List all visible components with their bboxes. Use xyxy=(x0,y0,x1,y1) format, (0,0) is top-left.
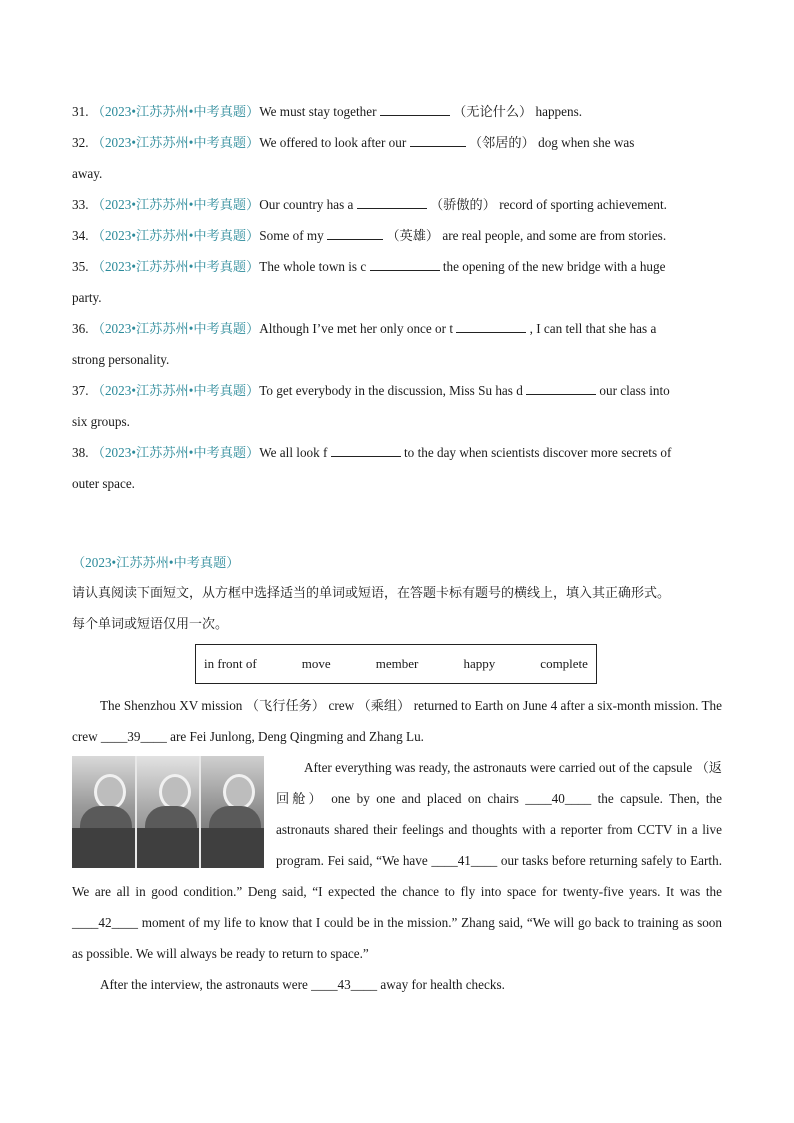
question-text-after: the opening of the new bridge with a huge xyxy=(442,259,666,274)
word-bank-box xyxy=(195,644,597,684)
question-text-before: We must stay together xyxy=(259,104,377,119)
section-source: （2023•江苏苏州•中考真题） xyxy=(72,555,240,570)
question-number: 32. xyxy=(72,135,89,150)
astronaut-image-2 xyxy=(137,756,200,868)
question-text-after: are real people, and some are from stories. xyxy=(442,228,667,243)
question-text-continued: outer space. xyxy=(72,476,135,491)
question-text-before: Although I’ve met her only once or t xyxy=(259,321,453,336)
question-number: 35. xyxy=(72,259,89,274)
question-source: （2023•江苏苏州•中考真题） xyxy=(91,104,260,119)
question-source: （2023•江苏苏州•中考真题） xyxy=(91,383,260,398)
answer-blank[interactable] xyxy=(370,258,440,271)
question-text-after: record of sporting achievement. xyxy=(499,197,667,212)
question-number: 34. xyxy=(72,228,89,243)
word-bank-item: member xyxy=(375,656,419,671)
passage-with-photo xyxy=(72,752,722,969)
question-number: 38. xyxy=(72,445,89,460)
question-source: （2023•江苏苏州•中考真题） xyxy=(91,135,260,150)
question-text-continued: away. xyxy=(72,166,103,181)
answer-blank[interactable] xyxy=(331,444,401,457)
question-hint: （骄傲的） xyxy=(429,197,496,212)
word-bank-item: complete xyxy=(540,656,588,671)
question-text-after: our class into xyxy=(599,383,670,398)
question-hint: （无论什么） xyxy=(453,104,533,119)
passage-paragraph-3: After the interview, the astronauts were ____43____ away for health checks. xyxy=(100,977,505,992)
answer-blank[interactable] xyxy=(380,103,450,116)
question-number: 33. xyxy=(72,197,89,212)
question-list xyxy=(72,96,722,499)
word-bank-item: in front of xyxy=(204,656,257,671)
passage-paragraph-2: After everything was ready, the astronauts were carried out of the capsule （返回舱） one by one and placed on chairs ____40____ the capsule. Then, the astronauts shared their feelings and thoughts with a reporter from CCTV in a live program. Fei said, “We have ____41____ our tasks before returning safely to Earth. We are all in good condition.” Deng said, “I expected the chance to fly into space for twenty-five years. It was the ____42____ moment of my life to know that I could be in the mission.” Zhang said, “We will go back to training as soon as possible. We will always be ready to return to space.” xyxy=(72,760,722,961)
question-text-continued: party. xyxy=(72,290,102,305)
instruction-line-2: 每个单词或短语仅用一次。 xyxy=(72,617,229,632)
question-33 xyxy=(72,189,722,220)
question-text-after: to the day when scientists discover more secrets of xyxy=(404,445,672,460)
question-source: （2023•江苏苏州•中考真题） xyxy=(91,259,260,274)
question-number: 37. xyxy=(72,383,89,398)
question-text-continued: strong personality. xyxy=(72,352,170,367)
question-text-before: We offered to look after our xyxy=(259,135,407,150)
question-35 xyxy=(72,251,722,313)
word-bank-item: move xyxy=(301,656,331,671)
question-text-before: To get everybody in the discussion, Miss Su has d xyxy=(259,383,523,398)
question-source: （2023•江苏苏州•中考真题） xyxy=(91,321,260,336)
question-text-before: Our country has a xyxy=(259,197,354,212)
astronaut-image-3 xyxy=(201,756,264,868)
answer-blank[interactable] xyxy=(456,320,526,333)
question-text-after: , I can tell that she has a xyxy=(529,321,657,336)
question-text-before: Some of my xyxy=(259,228,324,243)
question-text-before: We all look f xyxy=(259,445,328,460)
question-source: （2023•江苏苏州•中考真题） xyxy=(91,228,260,243)
answer-blank[interactable] xyxy=(410,134,466,147)
question-number: 36. xyxy=(72,321,89,336)
question-37 xyxy=(72,375,722,437)
question-number: 31. xyxy=(72,104,89,119)
question-38 xyxy=(72,437,722,499)
answer-blank[interactable] xyxy=(526,382,596,395)
instruction-line-1: 请认真阅读下面短文，从方框中选择适当的单词或短语，在答题卡标有题号的横线上，填入其正确形式。 xyxy=(72,586,671,601)
question-36 xyxy=(72,313,722,375)
question-text-after: dog when she was xyxy=(538,135,635,150)
question-hint: （邻居的） xyxy=(468,135,535,150)
astronauts-photo xyxy=(72,756,264,868)
question-text-continued: six groups. xyxy=(72,414,130,429)
question-31 xyxy=(72,96,722,127)
question-source: （2023•江苏苏州•中考真题） xyxy=(91,445,260,460)
question-hint: （英雄） xyxy=(386,228,440,243)
question-32 xyxy=(72,127,722,189)
astronaut-image-1 xyxy=(72,756,135,868)
question-34 xyxy=(72,220,722,251)
answer-blank[interactable] xyxy=(357,196,427,209)
question-source: （2023•江苏苏州•中考真题） xyxy=(91,197,260,212)
document-page xyxy=(72,96,722,1000)
question-text-after: happens. xyxy=(535,104,583,119)
passage-paragraph-1: The Shenzhou XV mission （飞行任务） crew （乘组） returned to Earth on June 4 after a six-month mission. The crew ____39____ are Fei Junlong, Deng Qingming and Zhang Lu. xyxy=(72,698,722,744)
section-gap xyxy=(72,499,722,547)
answer-blank[interactable] xyxy=(327,227,383,240)
word-bank-item: happy xyxy=(463,656,496,671)
question-text-before: The whole town is c xyxy=(259,259,367,274)
